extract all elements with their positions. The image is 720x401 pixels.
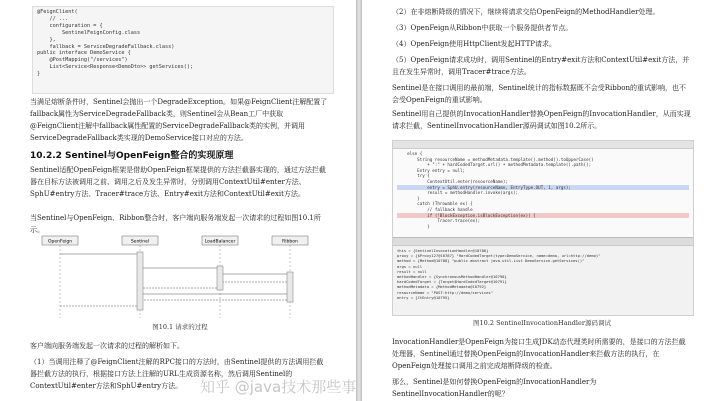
ide-code-line: result = methodHandler.invoke(args); — [397, 190, 519, 196]
debugger-variables — [393, 246, 693, 302]
debugger-variable-row: entry = {CtEntry@10795} — [397, 294, 450, 300]
debugger-variable-row: hardCodedTarget = {Target$HardCodedTarget@10791} — [397, 279, 507, 285]
ide-code-line: Tracer.trace(ex); — [397, 218, 481, 224]
list-item-2: （2）在非熔断降级的情况下，继续将请求交给OpenFeign的MethodHandler处理。 — [392, 8, 660, 16]
debugger-variable-row: proxy = {$Proxy127@10787} "HardCodedTarget(type=DemoService, name=demo, url=http://demo)" — [397, 253, 601, 259]
figure-caption: 图10.1 请求的过程 — [152, 323, 208, 331]
ide-code-line: if (!BlockException.isBlockException(ex)) { — [397, 213, 689, 219]
ide-code — [393, 149, 693, 231]
debugger-toolbar — [393, 238, 693, 246]
list-item-3: （3）OpenFeign从Ribbon中获取一个服务提供者节点。 — [392, 24, 573, 32]
code-text: @FeignClient( // ... configuration = { SentinelFeignConfig.class }, fallback = ServiceDegradeFallback.class) public interface DemoService { @PostMapping("/services") List<Service<Response<DemoDto>> getServices(); } — [37, 9, 194, 78]
ide-code-line: } — [397, 223, 430, 229]
paragraph-invocation-handler: Sentinel用自己提供的InvocationHandler替换OpenFeign的InvocationHandler，从而实现请求拦截，SentinelInvocationHandler源码调试如图10.2所示。 — [392, 110, 691, 130]
figure-caption-2: 图10.2 SentinelInvocationHandler源码调试 — [473, 319, 611, 327]
debugger-variable-row: result = null — [397, 268, 427, 274]
list-item-4: （4）OpenFeign使用HttpClient发起HTTP请求。 — [392, 40, 556, 48]
debugger-variable-row: this = {SentinelInvocationHandler@10786} — [397, 248, 489, 253]
paragraph-sentinel-front: Sentinel是在接口调用的最前端，Sentinel统计的指标数据既不会受Ribbon的重试影响，也不会受OpenFeign的重试影响。 — [392, 84, 686, 104]
paragraph-analysis: 客户端向服务端发起一次请求的过程的解析如下。 — [30, 342, 184, 350]
ide-tab-bar — [393, 141, 693, 149]
lifeline-label: Ribbon — [282, 239, 298, 245]
paragraph-question: 那么，Sentinel是如何替换OpenFeign的InvocationHandler为SentinelInvocationHandler的呢？ — [392, 378, 597, 398]
ide-code-line: String resourceName = methodMetadata.template().method().toUpperCase() — [397, 156, 594, 162]
lifeline-label: Sentinel — [130, 239, 150, 245]
activation-bars — [137, 252, 293, 310]
paragraph-principle: Sentinel适配OpenFeign框架是借助OpenFeign框架提供的方法拦截器实现的，通过方法拦截器在目标方法被调用之前、调用之后及发生异常时，分别调用ContextUtil#enter方法、SphU#entry方法、Tracer#trace方法、Entry#exit方法和ContextUtil#exit方法。 — [30, 166, 326, 198]
ide-code-line: // fallback handle — [397, 206, 473, 212]
paragraph-fallback: 当满足熔断条件时，Sentinel会抛出一个DegradeException。如果@FeignClient注解配置了fallback属性为ServiceDegradeFallback类，则Sentinel会从Bean工厂中获取@FeignClient注解中fallback属性配置的ServiceDegradeFallback类的实例，并调用ServiceDegradeFallback类实现的DemoService接口对应的方法。 — [30, 98, 328, 142]
code-block — [32, 6, 334, 94]
paragraph-invocation-explain: InvocationHandler是OpenFeign为接口生成JDK动态代理类时所需要的，是接口的方法拦截处理器，Sentinel通过替换OpenFeign的InvocationHandler来拦截方法的执行，在OpenFeign处理接口调用之前完成熔断降级的检查。 — [392, 338, 686, 370]
left-page — [0, 0, 356, 401]
ide-code-line: try { — [397, 173, 430, 179]
ide-code-line: } — [397, 195, 420, 201]
debugger-variable-row: resourceName = "POST:http://demo/services" — [397, 289, 494, 295]
ide-code-line: Entry entry = null; — [397, 167, 466, 173]
ide-code-line: ContextUtil.enter(resourceName); — [397, 178, 508, 184]
ide-code-line: catch (Throwable ex) { — [397, 201, 473, 207]
ide-screenshot — [392, 140, 694, 316]
sequence-diagram-svg — [40, 234, 320, 320]
section-heading: 10.2.2 Sentinel与OpenFeign整合的实现原理 — [30, 151, 234, 161]
ide-code-line: entry = SphU.entry(resourceName, EntryType.OUT, 1, args); — [397, 185, 689, 191]
debugger-variable-row: args = null — [397, 263, 423, 269]
lifeline-label: LoadBalancer — [204, 239, 236, 245]
message-arrows — [60, 254, 290, 306]
debugger-variable-row: methodMetadata = {MethodMetadata@10792} — [397, 284, 487, 290]
sequence-diagram — [40, 234, 320, 320]
ide-code-line: + ":" + hardCodedTarget.url() + methodMetadata.template().path(); — [397, 162, 592, 168]
paragraph-figure-ref: 当Sentinel与OpenFeign、Ribbon整合时，客户端向服务端发起一次请求的过程如图10.1所示。 — [30, 214, 321, 234]
debugger-variable-row: method = {Method@10788} "public abstract java.util.List DemoService.getServices()" — [397, 258, 585, 264]
ide-code-line: else { — [397, 151, 423, 156]
debugger-variable-row: methodHandler = {SynchronousMethodHandler@10790} — [397, 274, 507, 280]
lifeline-label: OpenFeign — [47, 239, 73, 245]
watermark: 知乎 @java技术那些事 — [200, 378, 357, 396]
debugger-panel — [393, 237, 693, 316]
list-item-5: （5）OpenFeign请求成功时，调用Sentinel的Entry#exit方法和ContextUtil#exit方法，并且在发生异常时，调用Tracer#trace方法。 — [392, 56, 690, 76]
paragraph-step1: （1）当调用注释了@FeignClient注解的RPC接口的方法时，由Sentinel提供的方法调用拦截器拦截方法的执行，根据接口方法上注解的URL生成资源名称，然后调用Sentinel的ContextUtil#enter方法和SphU#entry方法。 — [30, 358, 324, 390]
right-page — [362, 0, 720, 401]
